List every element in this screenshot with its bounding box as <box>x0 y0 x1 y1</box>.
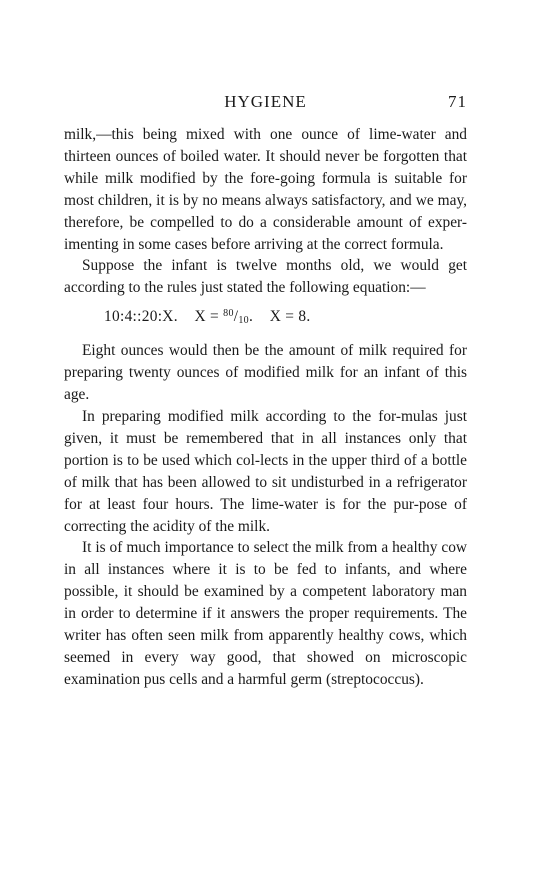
paragraph: Eight ounces would then be the amount of milk required for preparing twenty ounces of modified milk for an infant of this age. <box>64 342 467 404</box>
book-page <box>64 92 467 691</box>
running-head-title: HYGIENE <box>224 92 307 111</box>
body-text <box>64 124 467 691</box>
paragraph: milk,—this being mixed with one ounce of lime-water and thirteen ounces of boiled water. It should never be forgotten that while milk modified by the fore-going formula is suitable for most children, it is by no means always satisfactory, and we may, therefore, be compelled to do a considerable amount of exper-imenting in some cases before arriving at the correct formula. <box>64 126 467 253</box>
equation-x-eq: X = <box>194 308 219 326</box>
fraction-numerator: 80 <box>223 308 234 320</box>
equation-result: X = 8. <box>269 308 311 326</box>
paragraph: In preparing modified milk according to the for-mulas just given, it must be remembered that in all instances only that portion is to be used which col-lects in the upper third of a bottle of milk that has been allowed to sit undisturbed in a refrigerator for at least four hours. The lime-water is for the pur-pose of correcting the acidity of the milk. <box>64 407 467 535</box>
fraction-denominator: 10 <box>238 315 249 327</box>
paragraph: Suppose the infant is twelve months old, we would get according to the rules just stated the following equation:— <box>64 257 467 297</box>
equation-ratio: 10:4::20:X. <box>104 308 178 326</box>
page-number: 71 <box>448 92 467 111</box>
equation <box>64 303 467 332</box>
equation-fraction: $^{80}/_{10}$. <box>223 308 254 327</box>
running-head <box>64 92 467 118</box>
paragraph: It is of much importance to select the milk from a healthy cow in all instances where it is to be fed to infants, and where possible, it should be examined by a competent laboratory man in order to determine if it answers the proper requirements. The writer has often seen milk from apparently healthy cows, which seemed in every way good, that showed on microscopic examination pus cells and a harmful germ (streptococcus). <box>64 539 467 688</box>
